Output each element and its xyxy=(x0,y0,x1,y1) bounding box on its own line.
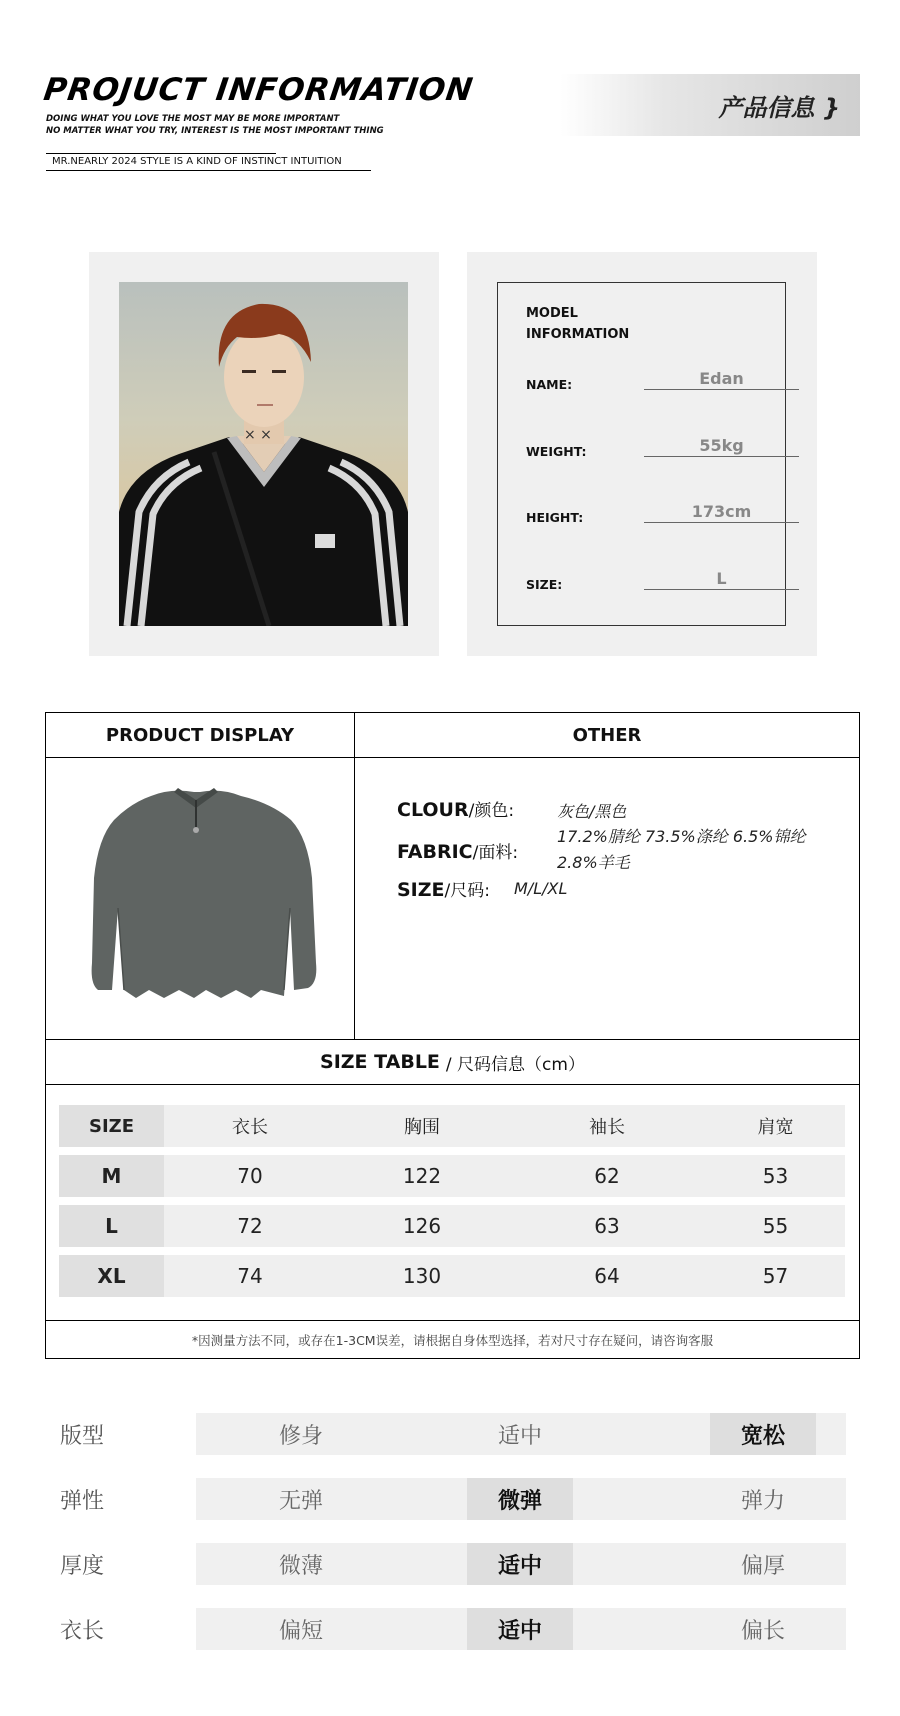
attr-label: 衣长 xyxy=(60,1619,105,1644)
table-row xyxy=(59,1255,845,1297)
model-weight-row xyxy=(526,435,776,459)
model-height-label: HEIGHT: xyxy=(526,510,584,525)
table-row xyxy=(59,1205,845,1247)
length-header-cell: 衣长 xyxy=(232,1117,268,1138)
size-label xyxy=(397,876,490,901)
model-name-row xyxy=(526,368,776,392)
attr-elasticity xyxy=(0,1478,900,1522)
cn-title-banner xyxy=(560,74,860,136)
size-cell: M xyxy=(59,1155,164,1197)
model-size-row xyxy=(526,568,776,592)
model-weight-value: 55kg xyxy=(644,436,799,457)
model-info-panel xyxy=(467,252,817,656)
attr-option: 偏长 xyxy=(740,1618,785,1644)
product-table xyxy=(45,712,860,1359)
product-display-cell xyxy=(46,758,355,1039)
model-photo-panel xyxy=(89,252,439,656)
size-table-title xyxy=(46,1039,859,1085)
size-grid-header-row xyxy=(59,1105,845,1147)
sleeve-cell: 63 xyxy=(594,1214,620,1238)
size-label-cn: /尺码: xyxy=(444,881,490,901)
model-illustration xyxy=(119,282,408,626)
shoulder-cell: 53 xyxy=(762,1164,789,1188)
model-info-box xyxy=(497,282,786,626)
other-info-cell xyxy=(355,758,859,1039)
fabric-row xyxy=(397,827,806,872)
attr-bar xyxy=(196,1608,846,1650)
sleeve-header-cell: 袖长 xyxy=(589,1117,625,1138)
attr-label: 弹性 xyxy=(60,1489,105,1514)
size-table-title-en: SIZE TABLE xyxy=(320,1051,440,1073)
divider xyxy=(46,170,371,171)
size-value: M/L/XL xyxy=(514,879,568,898)
attr-thickness xyxy=(0,1543,900,1587)
attr-option-selected: 适中 xyxy=(467,1608,573,1650)
model-name-label: NAME: xyxy=(526,377,573,392)
size-cell: XL xyxy=(59,1255,164,1297)
attr-option-selected: 微弹 xyxy=(467,1478,573,1520)
brand-title: PROJUCT INFORMATION xyxy=(41,72,476,108)
model-size-value: L xyxy=(644,569,799,590)
attr-option-selected: 宽松 xyxy=(710,1413,816,1455)
size-header-cell: SIZE xyxy=(59,1105,164,1147)
fabric-label-en: FABRIC xyxy=(397,841,473,863)
model-info-title xyxy=(526,303,629,345)
tagline-1: DOING WHAT YOU LOVE THE MOST MAY BE MORE IMPORTANT xyxy=(46,114,340,124)
sweater-product-image xyxy=(46,758,355,1039)
size-grid xyxy=(59,1105,845,1305)
divider xyxy=(46,153,276,154)
cn-title: 产品信息 } xyxy=(718,94,840,122)
shoulder-cell: 55 xyxy=(762,1214,789,1238)
attr-label: 版型 xyxy=(60,1424,105,1449)
size-table-title-cn: / 尺码信息（cm） xyxy=(445,1054,585,1075)
model-size-label: SIZE: xyxy=(526,577,563,592)
attr-bar xyxy=(196,1478,846,1520)
attr-option: 修身 xyxy=(278,1423,323,1449)
chest-cell: 126 xyxy=(402,1214,442,1238)
product-display-header: PRODUCT DISPLAY xyxy=(46,713,355,758)
attr-option: 偏短 xyxy=(278,1618,323,1644)
attr-option-selected: 适中 xyxy=(467,1543,573,1585)
size-label-en: SIZE xyxy=(397,879,445,901)
shoulder-header-cell: 肩宽 xyxy=(757,1117,794,1138)
colour-label-cn: /颜色: xyxy=(468,801,515,821)
fabric-label-cn: /面料: xyxy=(472,843,519,863)
chest-cell: 130 xyxy=(402,1264,442,1288)
model-info-title-line: MODEL xyxy=(526,306,578,321)
attr-length xyxy=(0,1608,900,1652)
size-row xyxy=(397,876,568,901)
sleeve-cell: 62 xyxy=(594,1164,620,1188)
attr-fit xyxy=(0,1413,900,1457)
attr-option: 弹力 xyxy=(740,1488,785,1514)
length-cell: 70 xyxy=(237,1164,263,1188)
model-info-title-line: INFORMATION xyxy=(526,327,630,342)
attr-bar xyxy=(196,1413,846,1455)
svg-text:× ×: × × xyxy=(244,427,272,443)
fabric-label xyxy=(397,838,518,863)
attr-option: 偏厚 xyxy=(740,1553,785,1579)
chest-cell: 122 xyxy=(402,1164,442,1188)
colour-value: 灰色/黑色 xyxy=(557,802,627,821)
size-note: *因测量方法不同，或存在1-3CM误差，请根据自身体型选择，若对尺寸存在疑问，请咨询客服 xyxy=(46,1320,859,1358)
model-photo-image xyxy=(119,282,408,626)
length-cell: 74 xyxy=(237,1264,263,1288)
attr-option: 无弹 xyxy=(278,1488,323,1514)
other-header: OTHER xyxy=(355,713,859,758)
attr-option: 适中 xyxy=(497,1423,542,1449)
colour-label xyxy=(397,796,514,821)
fabric-value-line-1: 17.2%腈纶 73.5%涤纶 6.5%锦纶 xyxy=(557,827,806,846)
attr-label: 厚度 xyxy=(60,1554,105,1579)
attr-bar xyxy=(196,1543,846,1585)
model-weight-label: WEIGHT: xyxy=(526,444,587,459)
attr-option: 微薄 xyxy=(278,1553,323,1579)
model-name-value: Edan xyxy=(644,369,799,390)
size-cell: L xyxy=(59,1205,164,1247)
fabric-value-line-2: 2.8%羊毛 xyxy=(557,853,630,872)
tagline-2: NO MATTER WHAT YOU TRY, INTEREST IS THE MOST IMPORTANT THING xyxy=(46,126,384,136)
chest-header-cell: 胸围 xyxy=(404,1117,440,1138)
colour-label-en: CLOUR xyxy=(397,799,469,821)
model-height-value: 173cm xyxy=(644,502,799,523)
year-line: MR.NEARLY 2024 STYLE IS A KIND OF INSTINCT INTUITION xyxy=(52,156,342,167)
table-row xyxy=(59,1155,845,1197)
model-height-row xyxy=(526,501,776,525)
sleeve-cell: 64 xyxy=(594,1264,620,1288)
shoulder-cell: 57 xyxy=(762,1264,789,1288)
length-cell: 72 xyxy=(237,1214,263,1238)
colour-row xyxy=(397,796,627,821)
